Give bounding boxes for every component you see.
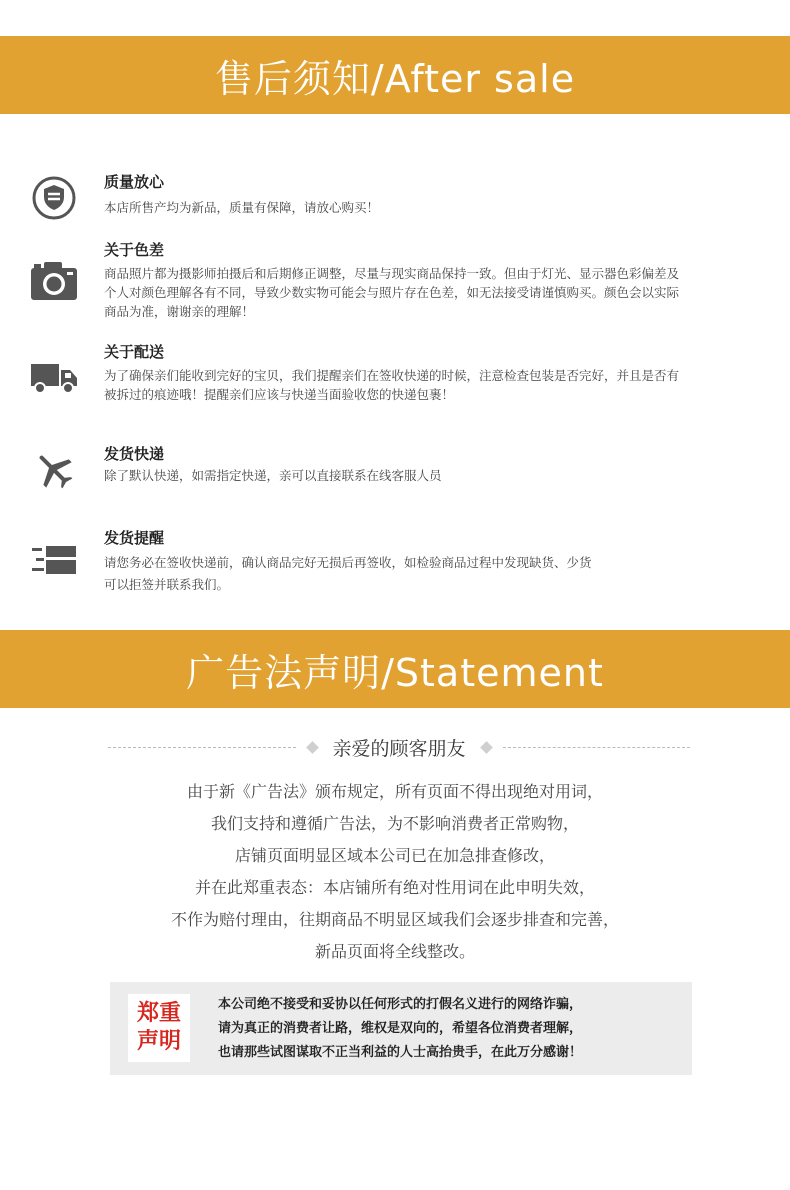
info-item-delivery <box>28 342 768 412</box>
notice-line: 本公司绝不接受和妥协以任何形式的打假名义进行的网络诈骗， <box>218 997 583 1012</box>
info-item-color <box>28 240 768 330</box>
item-desc-line: 除了默认快递，如需指定快递，亲可以直接联系在线客服人员 <box>104 468 442 483</box>
statement-line: 由于新《广告法》颁布规定，所有页面不得出现绝对用词， <box>186 782 603 801</box>
solemn-statement-badge <box>128 994 190 1062</box>
statement-banner <box>0 630 790 708</box>
item-title: 发货快递 <box>104 445 165 463</box>
item-desc-line: 请您务必在签收快递前，确认商品完好无损后再签收，如检验商品过程中发现缺货、少货 <box>104 555 592 570</box>
item-title: 关于色差 <box>104 241 165 259</box>
info-item-shipping <box>28 444 768 500</box>
item-desc <box>104 466 769 486</box>
shield-icon <box>28 172 80 224</box>
statement-body <box>0 776 790 968</box>
notice-text <box>218 993 688 1065</box>
solemn-notice-box <box>110 982 692 1075</box>
item-title: 关于配送 <box>104 343 165 361</box>
item-title: 质量放心 <box>104 173 165 191</box>
after-sale-banner <box>0 36 790 114</box>
statement-title: 广告法声明/Statement <box>186 650 604 695</box>
item-desc <box>104 198 769 218</box>
info-item-reminder <box>28 528 768 598</box>
item-desc-line: 商品为准，谢谢亲的理解！ <box>104 304 255 319</box>
dashed-divider <box>108 747 296 748</box>
greeting-text: 亲爱的顾客朋友 <box>332 737 466 760</box>
item-desc <box>104 264 769 321</box>
item-desc-line: 商品照片都为摄影师拍摄后和后期修正调整，尽量与现实商品保持一致。但由于灯光、显示器色彩偏差及 <box>104 266 680 281</box>
item-title: 发货提醒 <box>104 529 165 547</box>
statement-line: 不作为赔付理由，往期商品不明显区域我们会逐步排查和完善， <box>170 910 619 929</box>
info-item-quality <box>28 172 768 228</box>
notice-line: 也请那些试图谋取不正当利益的人士高抬贵手，在此万分感谢！ <box>218 1045 583 1060</box>
truck-icon <box>28 352 80 404</box>
item-desc-line: 为了确保亲们能收到完好的宝贝，我们提醒亲们在签收快递的时候，注意检查包装是否完好，并且是否有 <box>104 368 680 383</box>
diamond-icon <box>306 741 319 754</box>
item-desc <box>104 552 769 596</box>
statement-line: 新品页面将全线整改。 <box>314 942 475 961</box>
dashed-divider <box>503 747 691 748</box>
statement-line: 并在此郑重表态：本店铺所有绝对性用词在此申明失效， <box>194 878 595 897</box>
airplane-icon <box>28 444 80 496</box>
item-desc <box>104 366 769 404</box>
diamond-icon <box>480 741 493 754</box>
statement-line: 店铺页面明显区域本公司已在加急排查修改， <box>234 846 555 865</box>
item-desc-line: 本店所售产均为新品，质量有保障，请放心购买！ <box>104 200 380 215</box>
item-desc-line: 可以拒签并联系我们。 <box>104 577 230 592</box>
greeting-row <box>108 732 690 762</box>
notice-line: 请为真正的消费者让路，维权是双向的，希望各位消费者理解， <box>218 1021 583 1036</box>
item-desc-line: 个人对颜色理解各有不同，导致少数实物可能会与照片存在色差，如无法接受请谨慎购买。颜色会以实际 <box>104 285 680 300</box>
camera-icon <box>28 254 80 306</box>
badge-line: 声明 <box>136 1029 181 1054</box>
after-sale-title: 售后须知/After sale <box>214 56 576 101</box>
item-desc-line: 被拆过的痕迹哦！提醒亲们应该与快递当面验收您的快递包裹！ <box>104 387 455 402</box>
package-fast-icon <box>28 534 80 586</box>
statement-line: 我们支持和遵循广告法，为不影响消费者正常购物， <box>210 814 579 833</box>
badge-line: 郑重 <box>136 1001 181 1026</box>
